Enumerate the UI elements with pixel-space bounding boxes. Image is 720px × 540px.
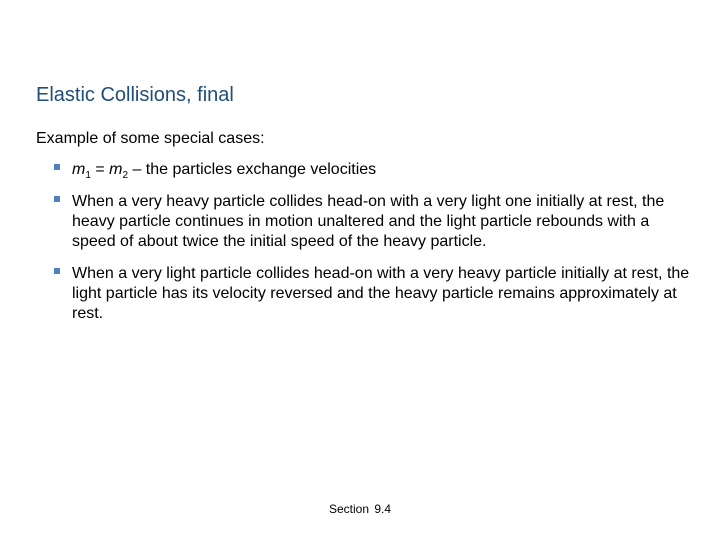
bullet-item-heavy-hits-light (52, 192, 692, 252)
equals-sign: = (90, 161, 110, 178)
m2-variable: m (109, 161, 123, 178)
light-hits-heavy-text: When a very light particle collides head-on with a very heavy particle initially at rest, the light particle has its velocity reversed and the heavy particle remains approximately at rest. (72, 265, 690, 322)
m2-subscript: 2 (122, 170, 129, 182)
intro-text: Example of some special cases: (36, 130, 265, 147)
square-bullet-icon (54, 196, 60, 202)
square-bullet-icon (54, 164, 60, 170)
m1-subscript: 1 (85, 170, 91, 182)
bullet-item-equal-masses (52, 160, 692, 180)
equal-mass-equation (72, 161, 377, 182)
bullet-item-light-hits-heavy (52, 264, 692, 324)
heavy-hits-light-text: When a very heavy particle collides head-on with a very light one initially at rest, the heavy particle continues in motion unaltered and the light particle rebounds with a speed of about twice the initial speed of the heavy particle. (72, 193, 665, 250)
equal-mass-description: – the particles exchange velocities (128, 161, 377, 178)
section-footer: Section 9.4 (328, 502, 392, 516)
square-bullet-icon (54, 268, 60, 274)
slide-title: Elastic Collisions, final (36, 84, 234, 106)
bullet-list (52, 160, 692, 336)
m1-variable: m (72, 161, 86, 178)
